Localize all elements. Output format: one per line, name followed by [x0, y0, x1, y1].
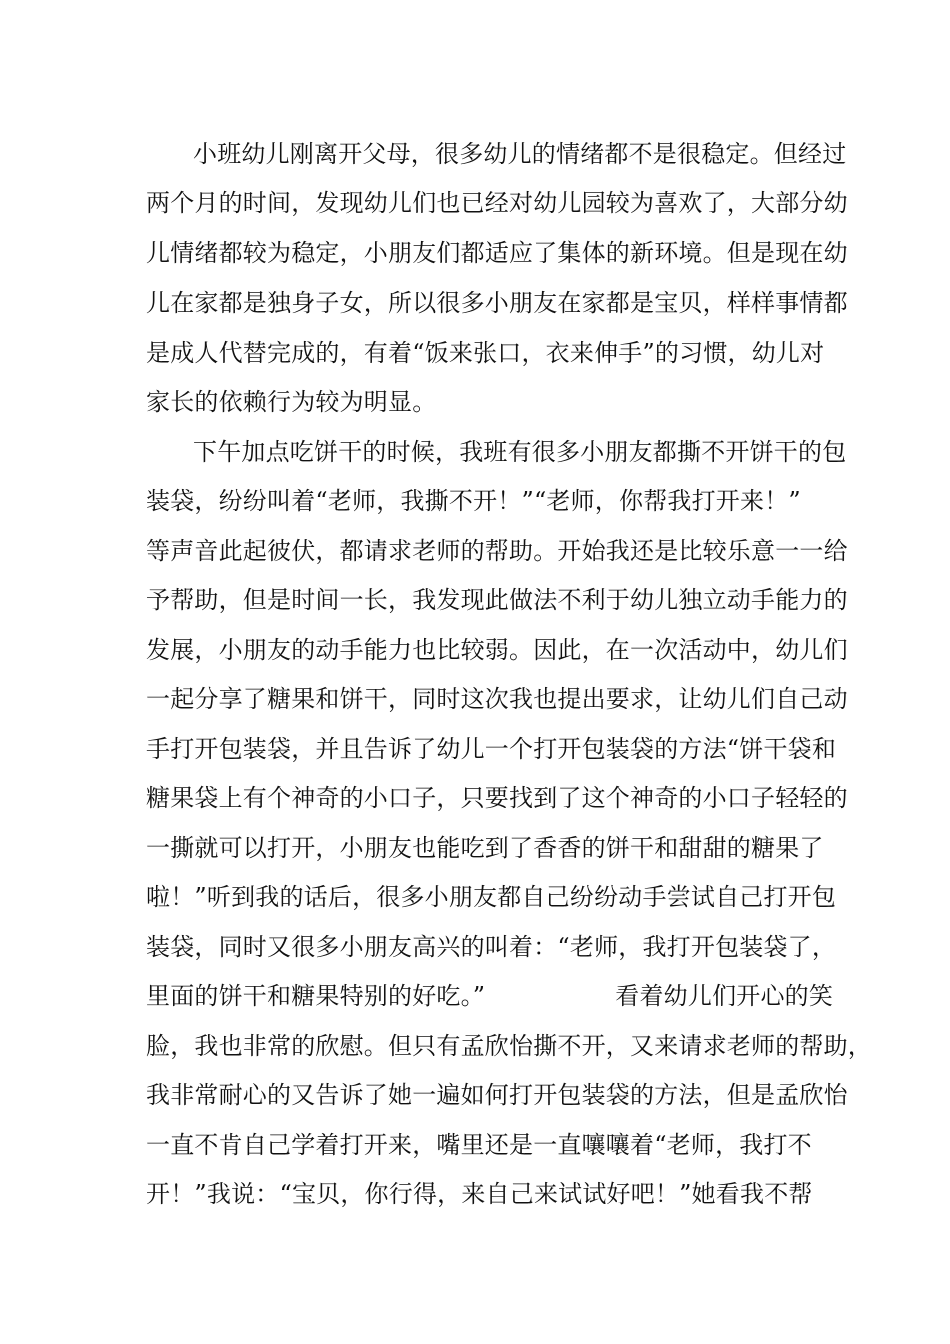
- paragraph-2-line-13: 脸，我也非常的欣慰。但只有孟欣怡撕不开，又来请求老师的帮助，: [146, 1032, 872, 1060]
- paragraph-2-line-2: 装袋，纷纷叫着“老师，我撕不开！”“老师，你帮我打开来！”: [146, 487, 801, 515]
- paragraph-1-line-1: 小班幼儿刚离开父母，很多幼儿的情绪都不是很稳定。但经过: [193, 140, 847, 168]
- paragraph-2-line-5: 发展，小朋友的动手能力也比较弱。因此，在一次活动中，幼儿们: [146, 636, 848, 664]
- paragraph-1-line-2: 两个月的时间，发现幼儿们也已经对幼儿园较为喜欢了，大部分幼: [146, 189, 848, 217]
- paragraph-2-line-6: 一起分享了糖果和饼干，同时这次我也提出要求，让幼儿们自己动: [146, 685, 848, 713]
- paragraph-2-line-14: 我非常耐心的又告诉了她一遍如何打开包装袋的方法，但是孟欣怡: [146, 1081, 848, 1109]
- paragraph-2-line-15: 一直不肯自己学着打开来，嘴里还是一直嚷嚷着“老师，我打不: [146, 1131, 812, 1159]
- paragraph-1-line-4: 儿在家都是独身子女，所以很多小朋友在家都是宝贝，样样事情都: [146, 289, 848, 317]
- paragraph-2-line-3: 等声音此起彼伏，都请求老师的帮助。开始我还是比较乐意一一给: [146, 537, 848, 565]
- paragraph-2-line-9: 一撕就可以打开，小朋友也能吃到了香香的饼干和甜甜的糖果了: [146, 834, 824, 862]
- paragraph-2-line-11: 装袋，同时又很多小朋友高兴的叫着：“老师，我打开包装袋了，: [146, 933, 837, 961]
- paragraph-2-line-10: 啦！”听到我的话后，很多小朋友都自己纷纷动手尝试自己打开包: [146, 883, 837, 911]
- paragraph-2-line-12-part-2: 看着幼儿们开心的笑: [615, 982, 834, 1010]
- paragraph-2-line-12-part-1: 里面的饼干和糖果特别的好吃。”: [146, 982, 486, 1010]
- paragraph-1-line-5: 是成人代替完成的，有着“饭来张口，衣来伸手”的习惯，幼儿对: [146, 339, 825, 367]
- paragraph-2-line-12: [146, 979, 846, 1013]
- paragraph-2-line-16: 开！”我说：“宝贝，你行得，来自己来试试好吧！”她看我不帮: [146, 1180, 813, 1208]
- paragraph-1-line-3: 儿情绪都较为稳定，小朋友们都适应了集体的新环境。但是现在幼: [146, 239, 848, 267]
- paragraph-2-line-1: 下午加点吃饼干的时候，我班有很多小朋友都撕不开饼干的包: [193, 438, 847, 466]
- paragraph-2-line-7: 手打开包装袋，并且告诉了幼儿一个打开包装袋的方法“饼干袋和: [146, 735, 837, 763]
- paragraph-2-line-8: 糖果袋上有个神奇的小口子，只要找到了这个神奇的小口子轻轻的: [146, 784, 848, 812]
- paragraph-1-line-6: 家长的依赖行为较为明显。: [146, 388, 437, 416]
- paragraph-2-line-4: 予帮助，但是时间一长，我发现此做法不利于幼儿独立动手能力的: [146, 586, 848, 614]
